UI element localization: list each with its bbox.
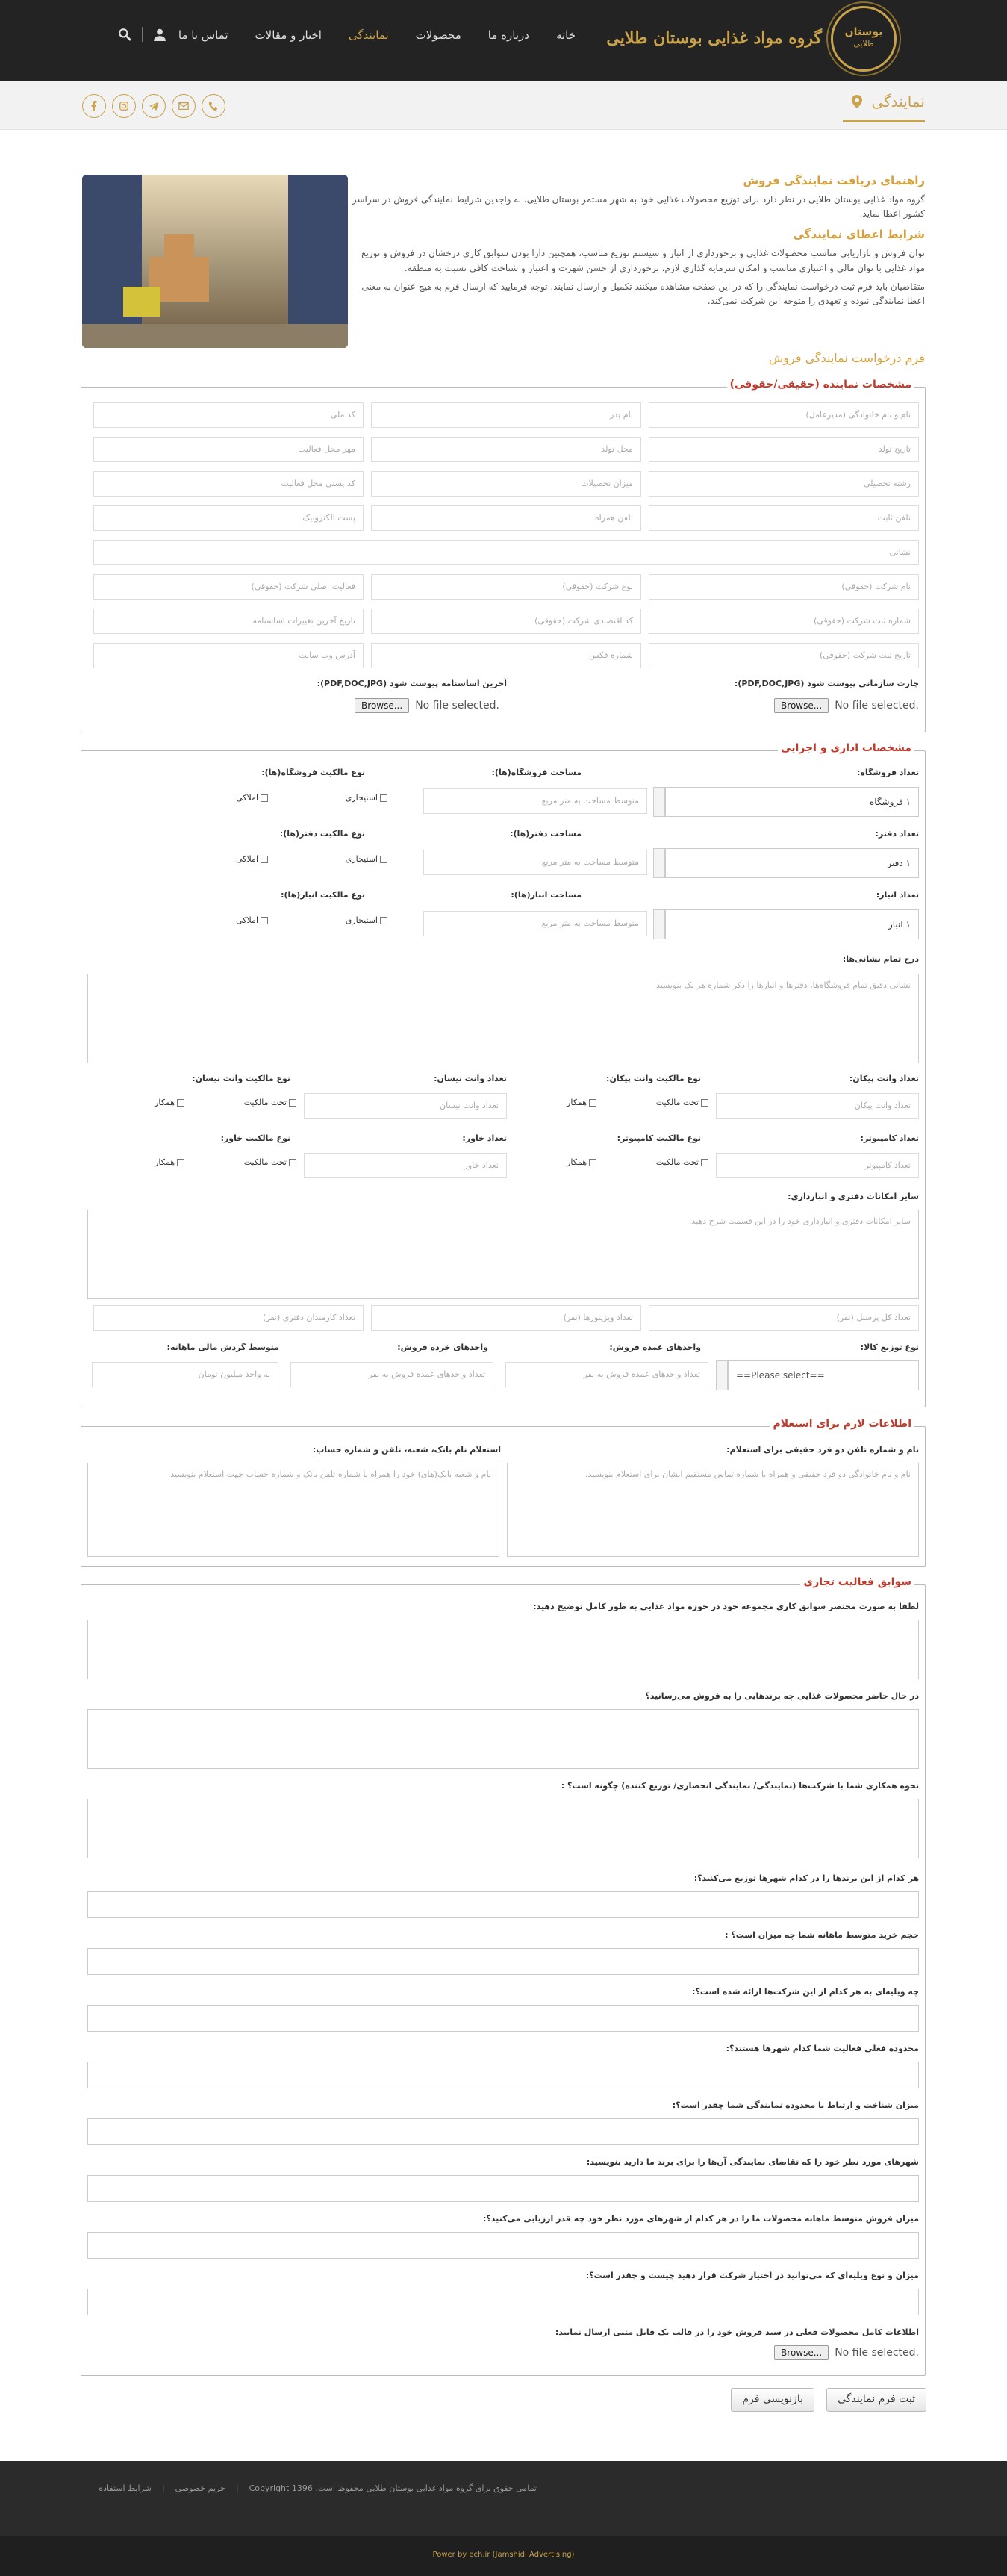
shop-own-rent[interactable]: استیجاری <box>346 793 387 803</box>
shops-label: تعداد فروشگاه: <box>856 768 919 777</box>
terms-link[interactable]: شرایط استفاده <box>99 2483 152 2493</box>
section-legend: مشخصات اداری و اجرایی <box>778 742 914 754</box>
office-area-label: مساحت دفتر(ها): <box>510 829 582 839</box>
postal-code-input[interactable]: کد پستی محل فعالیت <box>93 471 364 497</box>
privacy-link[interactable]: حریم خصوصی <box>175 2483 225 2493</box>
pickup-label: تعداد وانت پیکان: <box>849 1074 919 1083</box>
stores-select[interactable]: ۱ انبار <box>665 909 919 939</box>
phone-icon[interactable] <box>202 94 225 118</box>
header-tools <box>118 27 166 42</box>
answer-textarea[interactable] <box>87 1620 919 1679</box>
divider <box>142 27 143 42</box>
footer-sep: | <box>235 2483 239 2493</box>
fax-input[interactable]: شماره فکس <box>371 643 641 668</box>
question-label: شهرهای مورد نظر خود را که تقاضای نمایندگی آن‌ها را برای برند ما دارید بنویسید: <box>586 2157 919 2167</box>
mobile-input[interactable]: تلفن همراه <box>371 505 641 531</box>
question-label: اطلاعات کامل محصولات فعلی در سبد فروش خود را در قالب یک فایل متنی ارسال نمایید: <box>555 2327 919 2337</box>
truck-own-a[interactable]: تحت مالکیت <box>244 1157 296 1167</box>
question-label: چه ویلیه‌ای به هر کدام از این شرکت‌ها ارائه شده است؟: <box>692 1987 919 1997</box>
pc-input[interactable]: تعداد کامپیوتر <box>716 1153 919 1178</box>
store-own-rent[interactable]: استیجاری <box>346 915 387 925</box>
email-icon[interactable] <box>172 94 196 118</box>
question-label: محدوده فعلی فعالیت شما کدام شهرها هستند؟: <box>726 2044 919 2053</box>
pc-own-label: نوع مالکیت کامپیوتر: <box>617 1133 701 1143</box>
conditions-note: متقاضیان باید فرم ثبت درخواست نمایندگی را که در این صفحه مشاهده میکنند تکمیل و ارسال نمایند. توجه فرمایید که ارسال فرم به هیچ عنوان به معنی اعطا نمایندگی نبوده و تعهدی را متوجه این شرکت نمی‌کند. <box>361 281 925 306</box>
store-own-owned[interactable]: املاکی <box>236 915 268 925</box>
facebook-icon[interactable] <box>82 94 106 118</box>
chart-file-label: چارت سازمانی پیوست شود (PDF,DOC,JPG): <box>734 679 919 688</box>
turnover-input[interactable]: به واحد میلیون تومان <box>92 1362 278 1387</box>
conditions-text: توان فروش و بازاریابی مناسب محصولات غذایی و برخورداری از انبار و سیستم توزیع مناسب، همچنین دارا بودن سوابق کاری درخشان در فروش و توزیع مواد غذایی با توان مالی و اعتباری مناسب و امکان سرمایه گذاری لازم، برخورداری از حسن شهرت و اعتبار و شناخت کافی نسبت به منطقه. <box>361 248 925 273</box>
footer-sep: | <box>161 2483 165 2493</box>
stores-label: تعداد انبار: <box>876 890 919 900</box>
shop-own-owned[interactable]: املاکی <box>236 793 268 803</box>
question-label: میزان و نوع ویلیه‌ای که می‌توانید در اختیار شرکت قرار دهید چیست و چقدر است؟: <box>585 2271 919 2280</box>
admin-section <box>81 742 926 1407</box>
file-status: No file selected. <box>835 700 919 712</box>
office-staff-input[interactable]: تعداد کارمندان دفتری (نفر) <box>93 1305 364 1331</box>
answer-input[interactable] <box>87 2232 919 2259</box>
intro-heading: راهنمای دریافت نمایندگی فروش <box>743 174 925 187</box>
offices-label: تعداد دفتر: <box>875 829 919 839</box>
chart-file-input[interactable] <box>774 698 919 713</box>
nav-about[interactable]: درباره ما <box>487 28 529 42</box>
pickup-input[interactable]: تعداد وانت پیکان <box>716 1093 919 1119</box>
pc-label: تعداد کامپیوتر: <box>860 1133 919 1143</box>
nissan-own-b[interactable]: همکار <box>155 1098 184 1107</box>
social-links <box>82 94 225 118</box>
birth-place-input[interactable]: محل تولد <box>371 437 641 462</box>
retail-label: واحدهای خرده فروش: <box>397 1343 488 1352</box>
address-input[interactable]: نشانی <box>93 540 919 565</box>
nav-products[interactable]: محصولات <box>415 28 461 42</box>
charter-file-input[interactable] <box>355 698 499 713</box>
nav-news[interactable]: اخبار و مقالات <box>255 28 322 42</box>
question-label: میزان شناخت و ارتباط با محدوده نمایندگی شما چقدر است؟: <box>672 2100 919 2110</box>
answer-input[interactable] <box>87 1948 919 1975</box>
brand-title: گروه مواد غذایی بوستان طلایی <box>606 28 822 48</box>
browse-button[interactable]: Browse... <box>774 698 829 713</box>
answer-input[interactable] <box>87 2175 919 2202</box>
distribution-spinner[interactable] <box>716 1360 728 1390</box>
agent-info-section <box>81 379 926 732</box>
wholesale-input[interactable]: تعداد واحدهای عمده فروش به نفر <box>505 1362 708 1387</box>
file-status: No file selected. <box>415 700 499 712</box>
fullname-input[interactable]: نام و نام خانوادگی (مدیرعامل) <box>649 402 919 428</box>
browse-button[interactable]: Browse... <box>774 2345 829 2360</box>
truck-own-label: نوع مالکیت خاور: <box>220 1133 290 1143</box>
staff-input[interactable]: تعداد کل پرسنل (نفر) <box>649 1305 919 1331</box>
phone-input[interactable]: تلفن ثابت <box>649 505 919 531</box>
pc-own-a[interactable]: تحت مالکیت <box>656 1157 708 1167</box>
company-name-input[interactable]: نام شرکت (حقوقی) <box>649 574 919 600</box>
office-own-owned[interactable]: املاکی <box>236 854 268 864</box>
question-label: هر کدام از این برندها را در کدام شهرها توزیع می‌کنید؟: <box>693 1873 919 1883</box>
section-legend: مشخصات نماینده (حقیقی/حقوقی) <box>727 379 914 391</box>
nissan-own-label: نوع مالکیت وانت نیسان: <box>192 1074 290 1083</box>
store-area-input[interactable]: متوسط مساحت به متر مربع <box>423 911 647 936</box>
site-footer <box>0 2461 1007 2576</box>
section-legend: سوابق فعالیت تجاری <box>800 1576 914 1588</box>
products-file-input[interactable] <box>774 2345 919 2360</box>
shops-spinner[interactable] <box>653 787 665 817</box>
form-title: فرم درخواست نمایندگی فروش <box>768 351 925 365</box>
question-label: نحوه همکاری شما با شرکت‌ها (نمایندگی/ نمایندگی انحصاری/ توزیع کننده) چگونه است؟ : <box>561 1781 919 1791</box>
addresses-textarea[interactable]: نشانی دقیق تمام فروشگاه‌ها، دفترها و انبارها را ذکر شماره هر یک بنویسید <box>87 974 919 1063</box>
addresses-label: درج تمام نشانی‌ها: <box>842 954 919 964</box>
reg-number-input[interactable]: شماره ثبت شرکت (حقوقی) <box>649 609 919 634</box>
title-underline <box>843 120 925 122</box>
warehouse-photo <box>82 175 348 348</box>
inquiry-bank-textarea[interactable]: نام و شعبه بانک(های) خود را همراه با شماره تلفن بانک و شماره حساب جهت استعلام بنویسید. <box>87 1463 499 1557</box>
question-label: حجم خرید متوسط ماهانه شما چه میزان است؟ : <box>725 1930 919 1940</box>
other-textarea[interactable]: سایر امکانات دفتری و انبارداری خود را در این قسمت شرح دهید. <box>87 1210 919 1299</box>
reg-date-input[interactable]: تاریخ ثبت شرکت (حقوقی) <box>649 643 919 668</box>
submit-button[interactable]: ثبت فرم نمایندگی <box>826 2388 926 2412</box>
user-icon[interactable] <box>153 28 166 41</box>
nav-contact[interactable]: تماس با ما <box>178 28 228 42</box>
copyright-text: تمامی حقوق برای گروه مواد غذایی بوستان طلایی محفوظ است. Copyright 1396 <box>249 2483 537 2493</box>
birth-date-input[interactable]: تاریخ تولد <box>649 437 919 462</box>
company-activity-input[interactable]: فعالیت اصلی شرکت (حقوقی) <box>93 574 364 600</box>
nav-home[interactable]: خانه <box>555 28 576 42</box>
field-input[interactable]: رشته تحصیلی <box>649 471 919 497</box>
economic-code-input[interactable]: کد اقتصادی شرکت (حقوقی) <box>371 609 641 634</box>
section-legend: اطلاعات لازم برای استعلام <box>770 1418 914 1430</box>
visitors-input[interactable]: تعداد ویزیتورها (نفر) <box>371 1305 641 1331</box>
father-name-input[interactable]: نام پدر <box>371 402 641 428</box>
distribution-label: نوع توزیع کالا: <box>860 1343 919 1352</box>
answer-input[interactable] <box>87 2118 919 2145</box>
logo[interactable] <box>606 6 897 75</box>
email-input[interactable]: پست الکترونیک <box>93 505 364 531</box>
search-icon[interactable] <box>118 28 131 41</box>
telegram-icon[interactable] <box>142 94 166 118</box>
stores-spinner[interactable] <box>653 909 665 939</box>
shop-own-label: نوع مالکیت فروشگاه(ها): <box>261 768 365 777</box>
nissan-label: تعداد وانت نیسان: <box>434 1074 507 1083</box>
retail-input[interactable]: تعداد واحدهای عمده فروش به نفر <box>290 1362 493 1387</box>
intro-text: گروه مواد غذایی بوستان طلایی در نظر دارد برای توزیع محصولات غذایی خود به شهر مستمر بوستان طلایی، به واجدین شرایط نمایندگی فروش در سراسر کشور اعطا نماید. <box>352 194 925 220</box>
office-own-rent[interactable]: استیجاری <box>346 854 387 864</box>
logo-seal: بوستان طلایی <box>831 6 897 72</box>
wholesale-label: واحدهای عمده فروش: <box>609 1343 701 1352</box>
main-nav <box>165 28 589 42</box>
map-pin-icon <box>852 95 862 108</box>
charter-file-label: آخرین اساسنامه پیوست شود (PDF,DOC,JPG): <box>317 679 507 688</box>
answer-input[interactable] <box>87 1891 919 1918</box>
offices-spinner[interactable] <box>653 848 665 878</box>
shop-area-input[interactable]: متوسط مساحت به متر مربع <box>423 788 647 814</box>
offices-select[interactable]: ۱ دفتر <box>665 848 919 878</box>
truck-input[interactable]: تعداد خاور <box>304 1153 507 1178</box>
office-own-label: نوع مالکیت دفتر(ها): <box>279 829 365 839</box>
answer-input[interactable] <box>87 2062 919 2088</box>
other-label: سایر امکانات دفتری و انبارداری: <box>788 1192 919 1201</box>
pickup-own-a[interactable]: تحت مالکیت <box>656 1098 708 1107</box>
inquiry-section <box>81 1418 926 1567</box>
store-own-label: نوع مالکیت انبار(ها): <box>281 890 365 900</box>
reset-button[interactable]: بازنویسی فرم <box>731 2388 814 2412</box>
national-code-input[interactable]: کد ملی <box>93 402 364 428</box>
powered-by-link[interactable]: Power by ech.ir (Jamshidi Advertising) <box>432 2551 575 2559</box>
truck-label: تعداد خاور: <box>462 1133 507 1143</box>
file-status: No file selected. <box>835 2347 919 2359</box>
nissan-own-a[interactable]: تحت مالکیت <box>244 1098 296 1107</box>
site-header <box>0 0 1007 81</box>
pickup-own-b[interactable]: همکار <box>567 1098 596 1107</box>
company-type-input[interactable]: نوع شرکت (حقوقی) <box>371 574 641 600</box>
shop-area-label: مساحت فروشگاه(ها): <box>491 768 582 777</box>
inquiry-persons-textarea[interactable]: نام و نام خانوادگی دو فرد حقیقی و همراه با شماره تماس مستقیم ایشان برای استعلام بنویسید. <box>507 1463 919 1557</box>
question-label: میزان فروش متوسط ماهانه محصولات ما را در هر کدام از شهرهای مورد نظر خود چه قدر ارزیابی می‌کنید؟: <box>483 2214 919 2224</box>
education-input[interactable]: میزان تحصیلات <box>371 471 641 497</box>
turnover-label: متوسط گردش مالی ماهانه: <box>166 1343 279 1352</box>
answer-textarea[interactable] <box>87 1799 919 1858</box>
answer-input[interactable] <box>87 2005 919 2032</box>
activity-city-input[interactable]: مهر محل فعالیت <box>93 437 364 462</box>
shops-select[interactable]: ۱ فروشگاه <box>665 787 919 817</box>
question-label: لطفا به صورت مختصر سوابق کاری مجموعه خود در حوزه مواد غذایی به طور کامل توضیح دهید: <box>533 1602 919 1611</box>
intro-section <box>350 172 925 313</box>
sub-header <box>0 81 1007 130</box>
conditions-heading: شرایط اعطای نمایندگی <box>793 228 925 242</box>
store-area-label: مساحت انبار(ها): <box>511 890 582 900</box>
instagram-icon[interactable] <box>112 94 136 118</box>
office-area-input[interactable]: متوسط مساحت به متر مربع <box>423 850 647 875</box>
truck-own-b[interactable]: همکار <box>155 1157 184 1167</box>
website-input[interactable]: آدرس وب سایت <box>93 643 364 668</box>
trade-history-section <box>81 1576 926 2376</box>
pickup-own-label: نوع مالکیت وانت پیکان: <box>606 1074 701 1083</box>
nav-agency[interactable]: نمایندگی <box>348 28 389 42</box>
distribution-select[interactable]: ==Please select== <box>728 1360 919 1390</box>
footer-bottom <box>0 2536 1007 2576</box>
inquiry-bank-label: استعلام نام بانک، شعبه، تلفن و شماره حساب: <box>312 1445 501 1455</box>
page-title: نمایندگی <box>852 93 925 111</box>
inquiry-persons-label: نام و شماره تلفن دو فرد حقیقی برای استعلام: <box>726 1445 919 1455</box>
charter-date-input[interactable]: تاریخ آخرین تغییرات اساسنامه <box>93 609 364 634</box>
answer-input[interactable] <box>87 2289 919 2315</box>
browse-button[interactable]: Browse... <box>355 698 409 713</box>
question-label: در حال حاضر محصولات غذایی چه برندهایی را به فروش می‌رسانید؟ <box>645 1691 919 1701</box>
nissan-input[interactable]: تعداد وانت نیسان <box>304 1093 507 1119</box>
answer-textarea[interactable] <box>87 1709 919 1769</box>
pc-own-b[interactable]: همکار <box>567 1157 596 1167</box>
footer-links <box>99 2483 537 2493</box>
